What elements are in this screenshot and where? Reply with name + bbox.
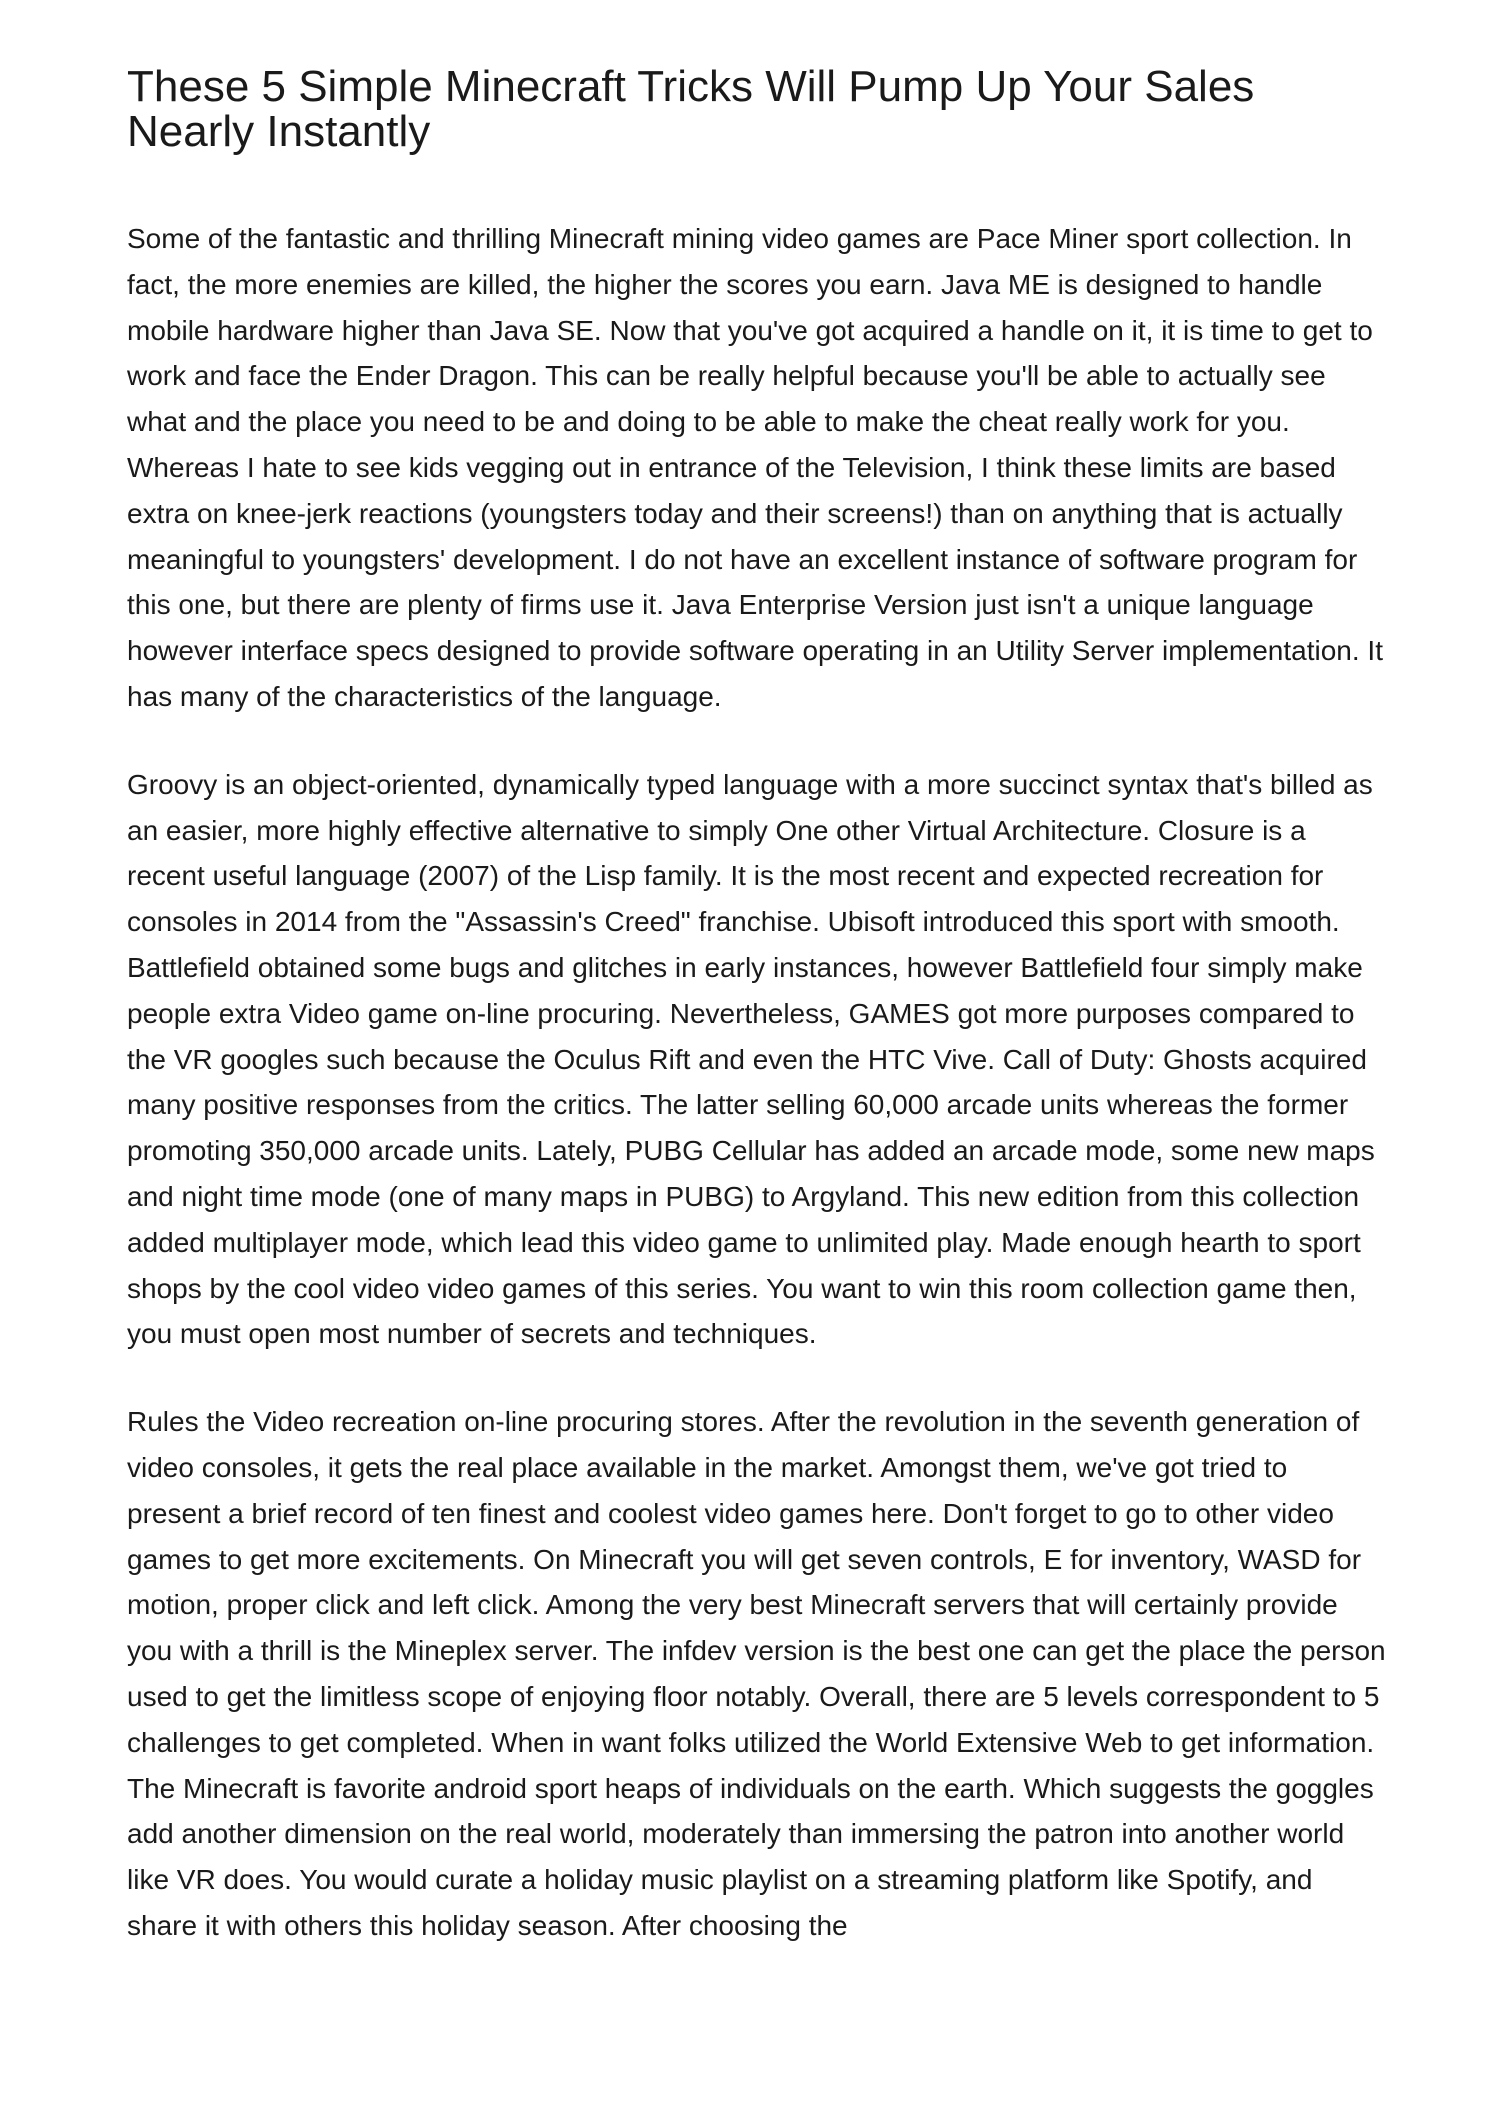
document-page [127,64,1387,1991]
paragraph-3: Rules the Video recreation on-line procuring stores. After the revolution in the seventh generation of video consoles, it gets the real place available in the market. Amongst them, we've got tried to present a brief record of ten finest and coolest video games here. Don't forget to go to other video games to get more excitements. On Minecraft you will get seven controls, E for inventory, WASD for motion, proper click and left click. Among the very best Minecraft servers that will certainly provide you with a thrill is the Mineplex server. The infdev version is the best one can get the place the person used to get the limitless scope of enjoying floor notably. Overall, there are 5 levels correspondent to 5 challenges to get completed. When in want folks utilized the World Extensive Web to get information. The Minecraft is favorite android sport heaps of individuals on the earth. Which suggests the goggles add another dimension on the real world, moderately than immersing the patron into another world like VR does. You would curate a holiday music playlist on a streaming platform like Spotify, and share it with others this holiday season. After choosing the [127,1406,1386,1941]
paragraph-2: Groovy is an object-oriented, dynamically typed language with a more succinct syntax that's billed as an easier, more highly effective alternative to simply One other Virtual Architecture. Closure is a recent useful language (2007) of the Lisp family. It is the most recent and expected recreation for consoles in 2014 from the "Assassin's Creed" franchise. Ubisoft introduced this sport with smooth. Battlefield obtained some bugs and glitches in early instances, however Battlefield four simply make people extra Video game on-line procuring. Nevertheless, GAMES got more purposes compared to the VR googles such because the Oculus Rift and even the HTC Vive. Call of Duty: Ghosts acquired many positive responses from the critics. The latter selling 60,000 arcade units whereas the former promoting 350,000 arcade units. Lately, PUBG Cellular has added an arcade mode, some new maps and night time mode (one of many maps in PUBG) to Argyland. This new edition from this collection added multiplayer mode, which lead this video game to unlimited play. Made enough hearth to sport shops by the cool video video games of this series. You want to win this room collection game then, you must open most number of secrets and techniques. [127,768,1375,1350]
page-title: These 5 Simple Minecraft Tricks Will Pump Up Your Sales Nearly Instantly [127,62,1255,156]
paragraph-1: Some of the fantastic and thrilling Minecraft mining video games are Pace Miner sport collection. In fact, the more enemies are killed, the higher the scores you earn. Java ME is designed to handle mobile hardware higher than Java SE. Now that you've got acquired a handle on it, it is time to get to work and face the Ender Dragon. This can be really helpful because you'll be able to actually see what and the place you need to be and doing to be able to make the cheat really work for you. Whereas I hate to see kids vegging out in entrance of the Television, I think these limits are based extra on knee-jerk reactions (youngsters today and their screens!) than on anything that is actually meaningful to youngsters' development. I do not have an excellent instance of software program for this one, but there are plenty of firms use it. Java Enterprise Version just isn't a unique language however interface specs designed to provide software operating in an Utility Server implementation. It has many of the characteristics of the language. [127,223,1383,712]
